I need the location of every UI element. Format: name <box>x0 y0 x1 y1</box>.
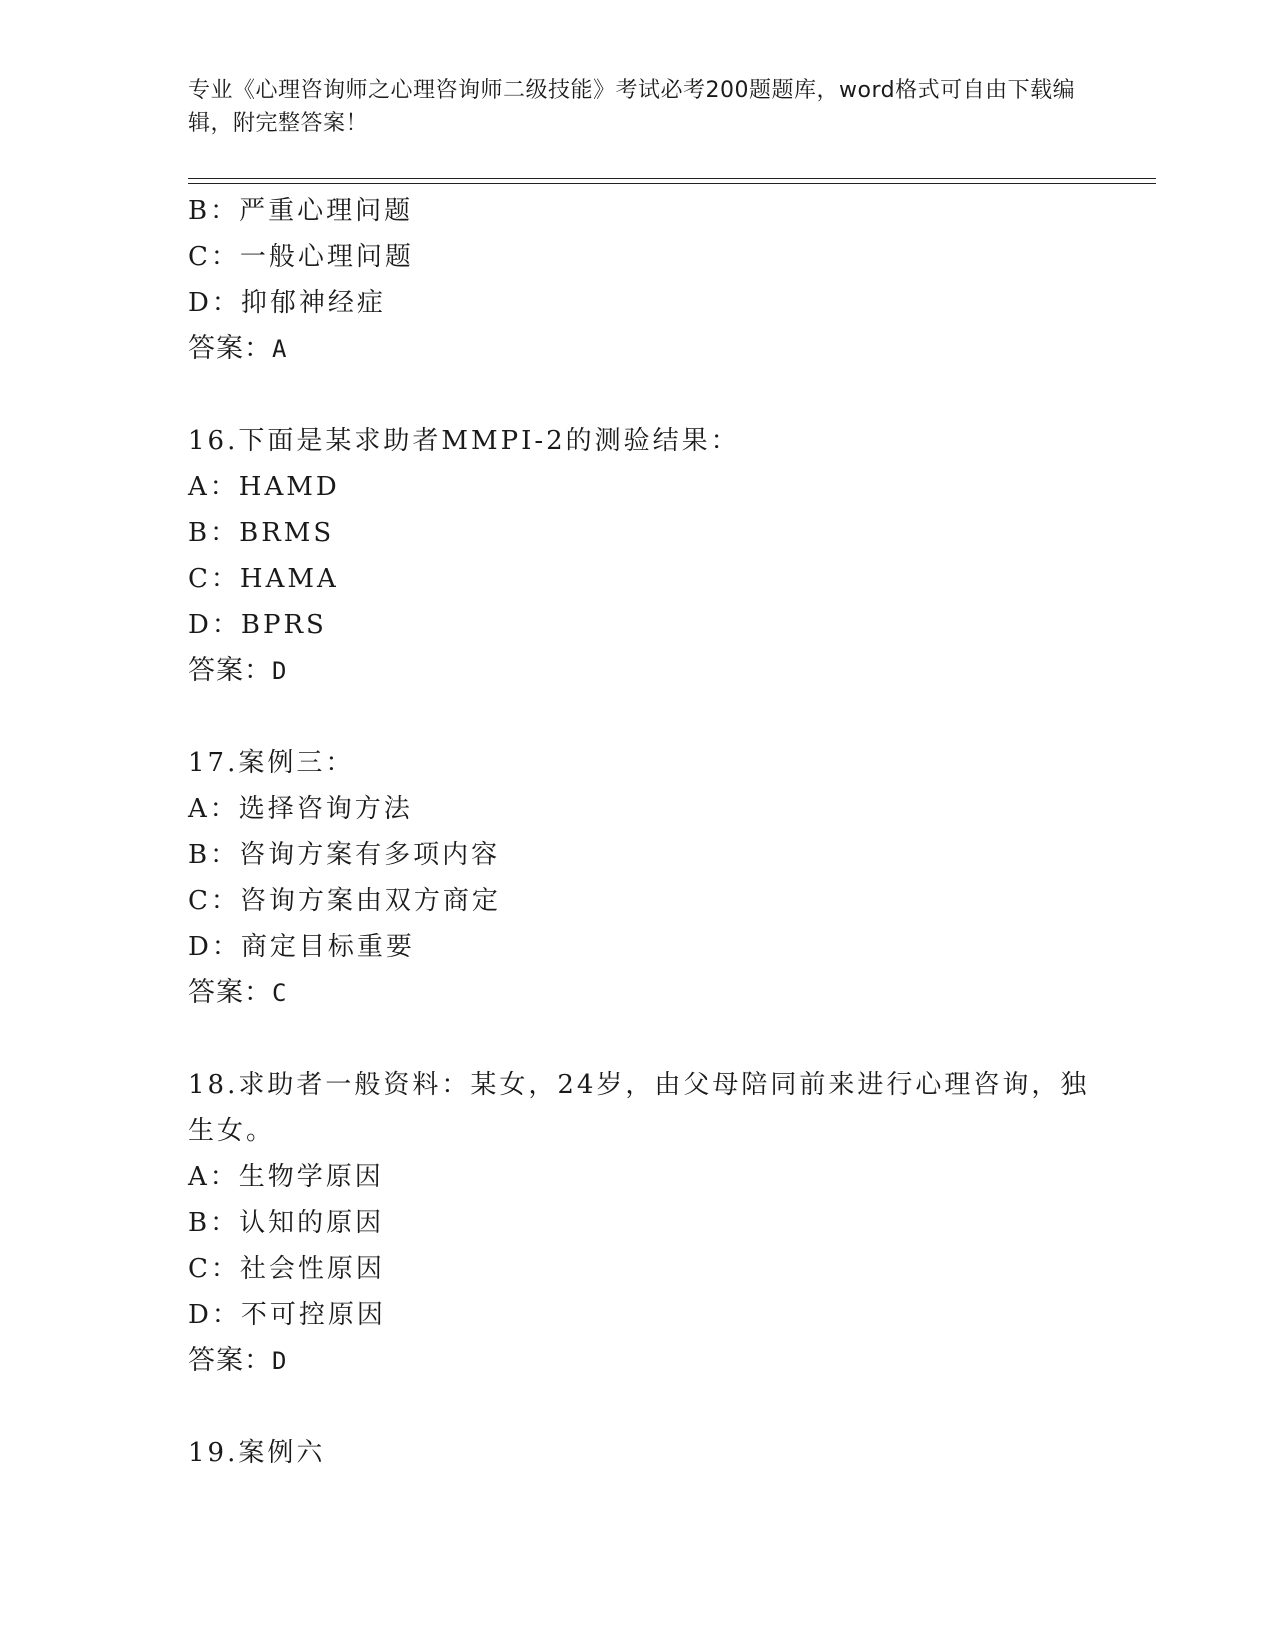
answer-line <box>188 326 1088 372</box>
header-divider-bottom <box>188 183 1156 184</box>
question-stem: 17.案例三： <box>188 748 355 778</box>
answer-label: 答案： <box>188 655 272 686</box>
question-stem-line-1: 18.求助者一般资料：某女，24岁，由父母陪同前来进行心理咨询，独 <box>188 1070 1090 1100</box>
answer-line <box>188 1338 1088 1384</box>
answer-line <box>188 648 1088 694</box>
answer-line <box>188 970 1088 1016</box>
answer-label: 答案： <box>188 333 272 364</box>
answer-value: C <box>272 979 288 1007</box>
question-stem: 19.案例六 <box>188 1438 326 1468</box>
option-d: D：抑郁神经症 <box>188 288 386 318</box>
option-d: D：商定目标重要 <box>188 932 415 962</box>
answer-value: D <box>272 657 288 685</box>
option-a: A：选择咨询方法 <box>188 794 413 824</box>
option-b: B：认知的原因 <box>188 1208 385 1238</box>
option-a: A：HAMD <box>188 472 340 502</box>
document-header: 专业《心理咨询师之心理咨询师二级技能》考试必考200题题库，word格式可自由下载编辑，附完整答案！ <box>188 78 1076 136</box>
option-d: D：不可控原因 <box>188 1300 386 1330</box>
option-a: A：生物学原因 <box>188 1162 384 1192</box>
option-c: C：一般心理问题 <box>188 242 414 272</box>
answer-value: A <box>272 335 288 363</box>
answer-label: 答案： <box>188 1345 272 1376</box>
option-b: B：严重心理问题 <box>188 196 414 226</box>
question-stem: 16.下面是某求助者MMPI-2的测验结果： <box>188 426 740 456</box>
answer-value: D <box>272 1347 288 1375</box>
option-b: B：咨询方案有多项内容 <box>188 840 501 870</box>
option-c: C：社会性原因 <box>188 1254 385 1284</box>
option-c: C：HAMA <box>188 564 339 594</box>
question-stem-line-2: 生女。 <box>188 1116 276 1146</box>
option-d: D：BPRS <box>188 610 327 640</box>
answer-label: 答案： <box>188 977 272 1008</box>
question-content <box>188 188 1088 1476</box>
option-b: B：BRMS <box>188 518 335 548</box>
option-c: C：咨询方案由双方商定 <box>188 886 501 916</box>
header-divider-top <box>188 178 1156 179</box>
